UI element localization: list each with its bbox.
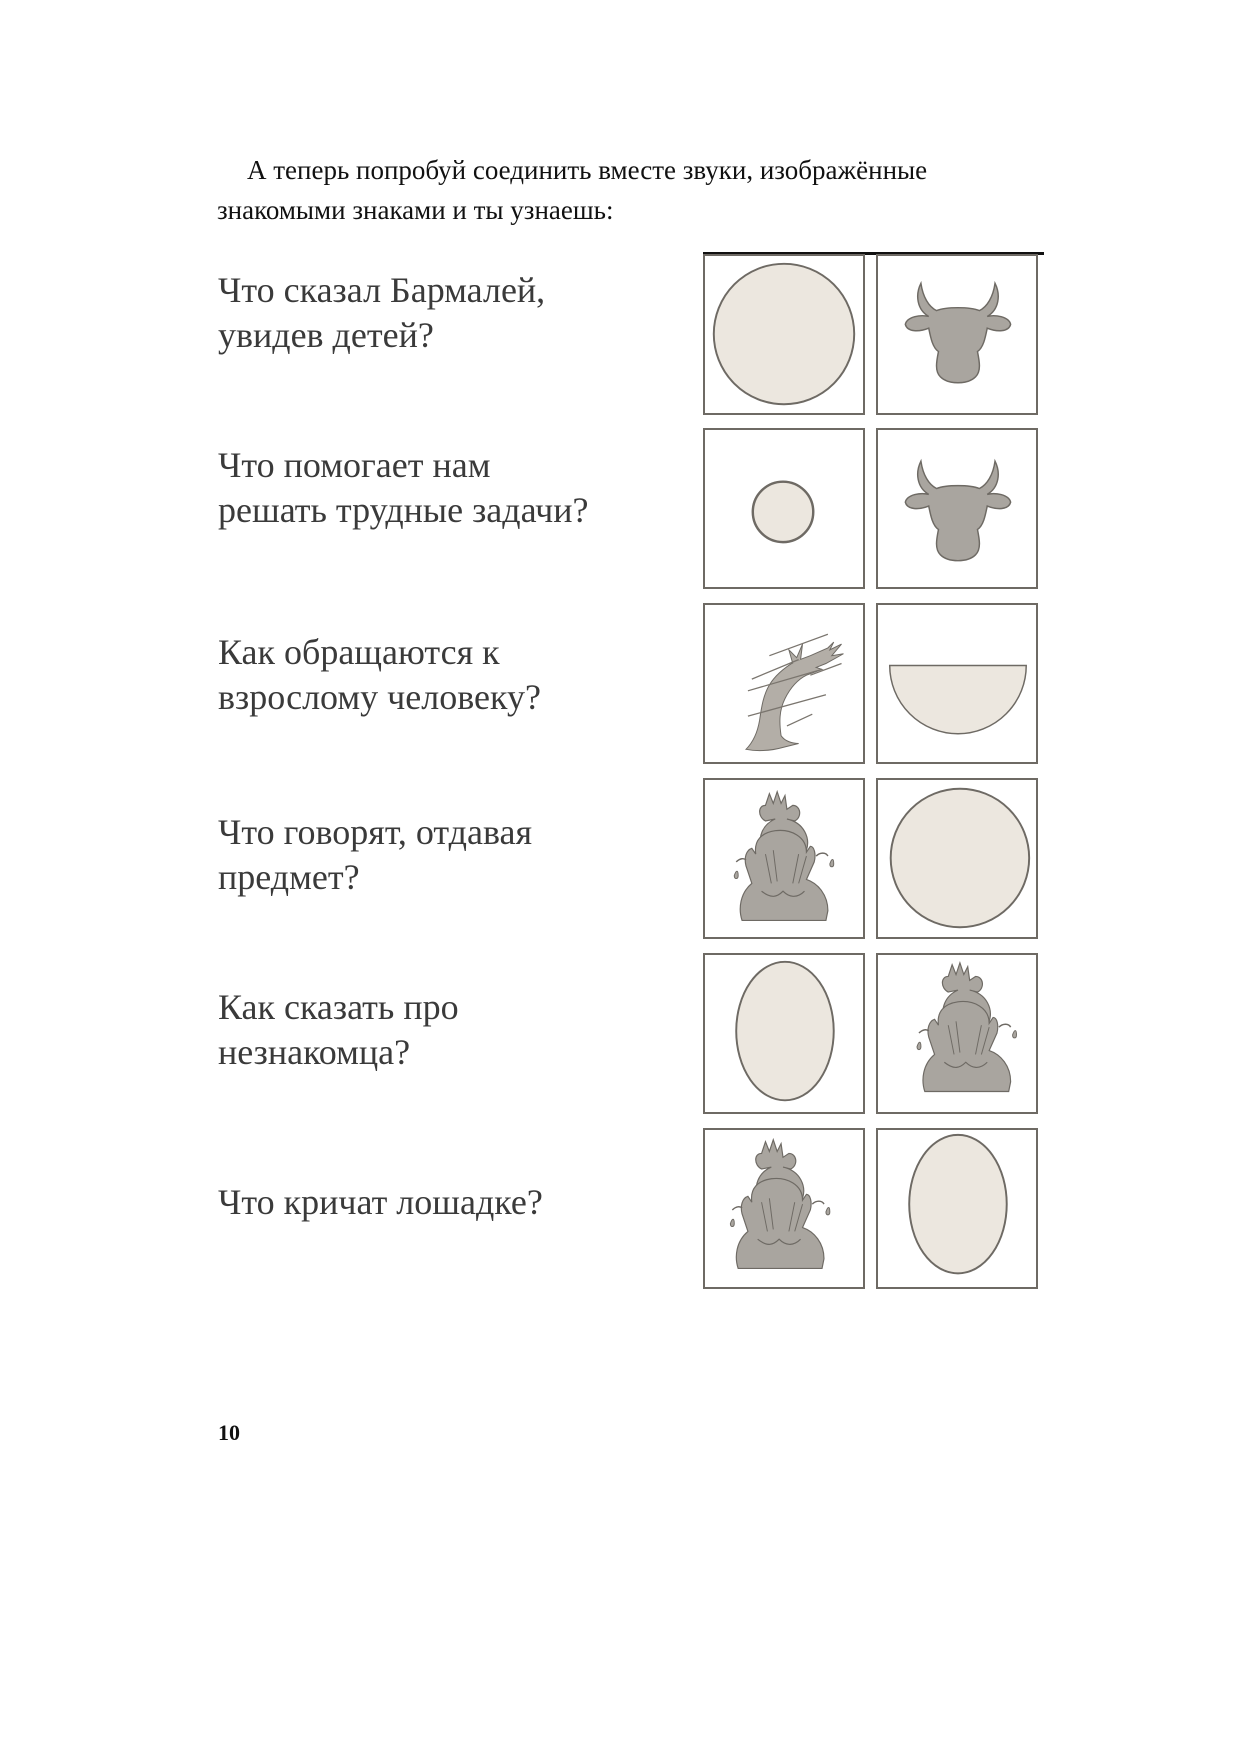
question-4 bbox=[218, 810, 688, 900]
intro-line-1: А теперь попробуй соединить вместе звуки, изображённые bbox=[247, 155, 928, 185]
question-5-line-1: Как сказать про bbox=[218, 987, 459, 1027]
question-5-line-2: незнакомца? bbox=[218, 1032, 411, 1072]
intro-paragraph bbox=[217, 150, 1057, 230]
question-5 bbox=[218, 985, 688, 1075]
question-1 bbox=[218, 268, 688, 358]
symbol-small-circle bbox=[703, 428, 865, 589]
symbol-bull-head bbox=[876, 428, 1038, 589]
symbol-crying-girl bbox=[703, 778, 865, 939]
question-2 bbox=[218, 443, 688, 533]
symbol-oval bbox=[876, 1128, 1038, 1289]
question-6-line-1: Что кричат лошадке? bbox=[218, 1182, 543, 1222]
symbol-crying-girl bbox=[703, 1128, 865, 1289]
symbol-windblown-tree bbox=[703, 603, 865, 764]
symbol-large-circle bbox=[703, 254, 865, 415]
question-3-line-2: взрослому человеку? bbox=[218, 677, 541, 717]
question-3 bbox=[218, 630, 688, 720]
page-number: 10 bbox=[218, 1420, 240, 1445]
question-4-line-2: предмет? bbox=[218, 857, 360, 897]
question-3-line-1: Как обращаются к bbox=[218, 632, 500, 672]
symbol-crying-girl bbox=[876, 953, 1038, 1114]
question-6 bbox=[218, 1180, 688, 1225]
question-2-line-1: Что помогает нам bbox=[218, 445, 491, 485]
question-2-line-2: решать трудные задачи? bbox=[218, 490, 589, 530]
symbol-bull-head bbox=[876, 254, 1038, 415]
question-1-line-2: увидев детей? bbox=[218, 315, 434, 355]
symbol-oval bbox=[703, 953, 865, 1114]
question-4-line-1: Что говорят, отдавая bbox=[218, 812, 532, 852]
intro-line-2: знакомыми знаками и ты узнаешь: bbox=[217, 195, 614, 225]
question-1-line-1: Что сказал Бармалей, bbox=[218, 270, 546, 310]
symbol-large-circle bbox=[876, 778, 1038, 939]
symbol-half-circle bbox=[876, 603, 1038, 764]
